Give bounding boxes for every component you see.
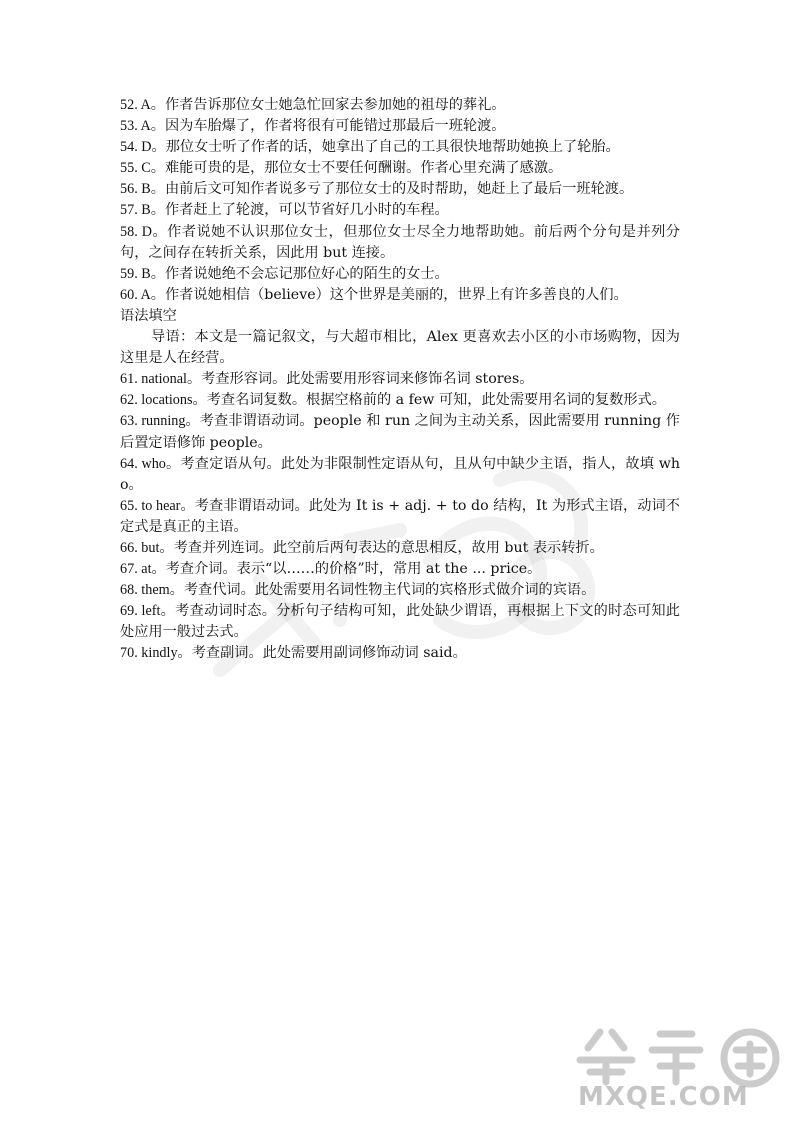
answer-number: 59. B	[120, 265, 151, 282]
answer-explanation: 。考查代词。此处需要用名词性物主代词的宾格形式做介词的宾语。	[169, 582, 596, 599]
site-logo	[560, 1020, 785, 1115]
answer-item	[120, 496, 680, 538]
answer-explanation: 。考查形容词。此处需要用形容词来修饰名词 stores。	[186, 371, 534, 388]
answer-explanation: 。考查副词。此处需要用副词修饰动词 said。	[177, 645, 467, 662]
grammar-answers	[120, 369, 680, 664]
answer-number: 54. D	[120, 139, 152, 156]
answer-number: 52. A	[120, 97, 151, 113]
answer-number: 56. B	[120, 181, 151, 198]
answer-item	[120, 559, 680, 580]
answer-item	[120, 264, 680, 285]
logo-mark-icon	[560, 1020, 785, 1090]
answer-item	[120, 369, 680, 390]
answer-item	[120, 222, 680, 264]
answer-item	[120, 200, 680, 221]
answer-number: 57. B	[120, 202, 151, 219]
answer-item	[120, 411, 680, 453]
answer-explanation: 。考查非谓语动词。此处为 It is + adj. + to do 结构，It 为形式主语，动词不定式是真正的主语。	[120, 497, 680, 535]
answer-number: 69. left	[120, 603, 161, 620]
answer-number: 61. national	[120, 371, 187, 388]
answer-item	[120, 285, 680, 306]
answer-item	[120, 158, 680, 179]
answer-number: 62. locations	[120, 392, 193, 409]
answer-explanation: 。由前后文可知作者说多亏了那位女士的及时帮助，她赶上了最后一班轮渡。	[150, 181, 634, 198]
answer-explanation: 。因为车胎爆了，作者将很有可能错过那最后一班轮渡。	[150, 118, 506, 135]
answer-item	[120, 116, 680, 137]
answer-item	[120, 643, 680, 664]
answer-number: 64. who	[120, 455, 166, 472]
answer-item	[120, 137, 680, 158]
logo-text: MXQE.COM	[578, 1082, 749, 1112]
answer-item	[120, 179, 680, 200]
answer-explanation: 。考查动词时态。分析句子结构可知，此处缺少谓语，再根据上下文的时态可知此处应用一般过去式。	[120, 603, 680, 641]
answer-explanation: 。作者赶上了轮渡，可以节省好几小时的车程。	[150, 202, 449, 219]
answer-content	[120, 95, 680, 665]
answer-explanation: 。考查名词复数。根据空格前的 a few 可知，此处需要用名词的复数形式。	[192, 392, 666, 409]
section-title: 语法填空	[120, 307, 177, 324]
answer-number: 68. them	[120, 582, 170, 599]
answer-number: 55. C	[120, 160, 151, 177]
answer-explanation: 。作者说她绝不会忘记那位好心的陌生的女士。	[150, 265, 449, 282]
answer-explanation: 。考查并列连词。此空前后两句表达的意思相反，故用 but 表示转折。	[159, 539, 604, 556]
answer-number: 65. to hear	[120, 497, 181, 514]
section-intro: 导语：本文是一篇记叙文，与大超市相比，Alex 更喜欢去小区的小市场购物，因为这里是人在经营。	[120, 329, 680, 367]
answer-explanation: 。难能可贵的是，那位女士不要任何酬谢。作者心里充满了感激。	[150, 160, 563, 177]
answer-item	[120, 390, 680, 411]
answer-number: 60. A	[120, 286, 151, 303]
answer-number: 53. A	[120, 118, 151, 135]
answer-explanation: 。作者说她不认识那位女士，但那位女士尽全力地帮助她。前后两个分句是并列分句，之间存在转折关系，因此用 but 连接。	[120, 223, 680, 261]
answer-explanation: 。考查定语从句。此处为非限制性定语从句，且从句中缺少主语，指人，故填 who。	[120, 455, 681, 493]
answer-number: 70. kindly	[120, 645, 178, 662]
answer-number: 67. at	[120, 561, 152, 578]
answer-item	[120, 580, 680, 601]
answer-explanation: 。作者告诉那位女士她急忙回家去参加她的祖母的葬礼。	[150, 97, 506, 113]
answer-explanation: 。那位女士听了作者的话，她拿出了自己的工具很快地帮助她换上了轮胎。	[151, 139, 620, 156]
answer-item	[120, 538, 680, 559]
answer-explanation: 。作者说她相信（believe）这个世界是美丽的，世界上有许多善良的人们。	[150, 286, 628, 303]
answer-explanation: 。考查非谓语动词。people 和 run 之间为主动关系，因此需要用 running 作后置定语修饰 people。	[120, 413, 680, 451]
answer-item	[120, 454, 680, 496]
answer-item	[120, 601, 680, 643]
answer-number: 66. but	[120, 539, 160, 556]
answer-number: 58. D	[120, 223, 153, 240]
answer-explanation: 。考查介词。表示“以……的价格”时，常用 at the ... price。	[151, 561, 542, 578]
answer-number: 63. running	[120, 413, 186, 430]
reading-answers	[120, 95, 680, 306]
answer-item	[120, 95, 680, 116]
